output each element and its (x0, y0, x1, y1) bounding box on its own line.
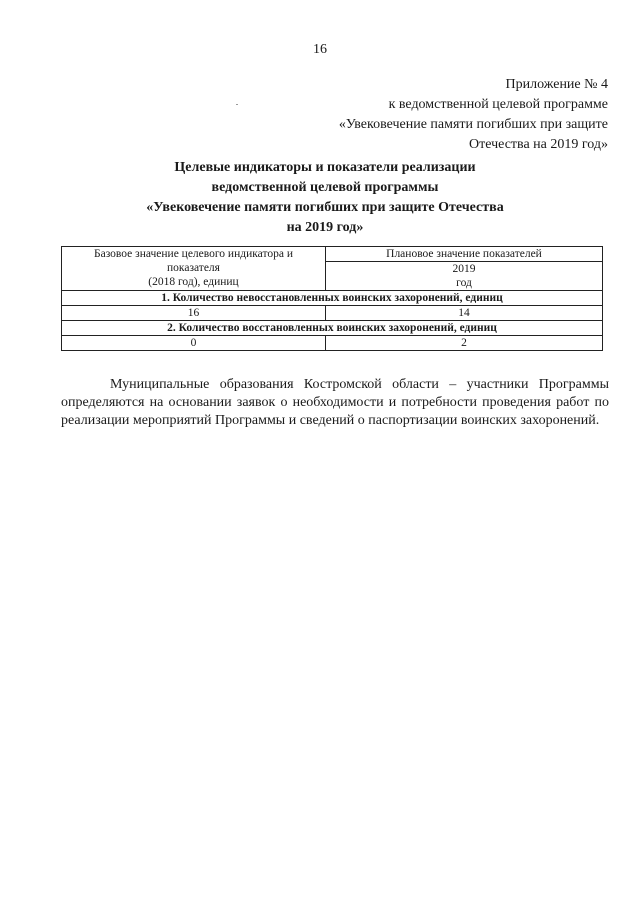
section-row-2 (62, 321, 603, 336)
header-year-line-1: 2019 (452, 263, 476, 275)
header-year (326, 262, 603, 291)
section-2-title: 2. Количество восстановленных воинских захоронений, единиц (62, 321, 603, 336)
scan-speck (236, 104, 238, 105)
section-1-base-value: 16 (62, 306, 326, 321)
indicators-table (61, 246, 603, 351)
header-base-value (62, 247, 326, 291)
section-2-plan-value: 2 (326, 336, 603, 351)
header-plan-value: Плановое значение показателей (326, 247, 603, 262)
body-paragraph: Муниципальные образования Костромской области – участники Программы определяются на основании заявок о необходимости и потребности проведения работ по реализации мероприятий Программы и сведений о паспортизации воинских захоронений. (61, 377, 609, 428)
header-year-line-2: год (456, 277, 472, 289)
appendix-line-3: «Увековечение памяти погибших при защите (338, 117, 608, 132)
header-base-line-1: Базовое значение целевого индикатора и (94, 248, 293, 260)
page-number: 16 (313, 42, 327, 57)
document-title (60, 158, 590, 238)
section-1-plan-value: 14 (326, 306, 603, 321)
appendix-line-1: Приложение № 4 (505, 77, 608, 92)
section-1-title: 1. Количество невосстановленных воинских захоронений, единиц (62, 291, 603, 306)
appendix-line-2: к ведомственной целевой программе (388, 97, 608, 112)
section-row-1 (62, 291, 603, 306)
title-line-1: Целевые индикаторы и показатели реализации (174, 160, 476, 175)
table-header-row (62, 247, 603, 262)
section-2-base-value: 0 (62, 336, 326, 351)
title-line-3: «Увековечение памяти погибших при защите Отечества (146, 200, 504, 215)
appendix-line-4: Отечества на 2019 год» (469, 137, 608, 152)
header-base-line-3: (2018 год), единиц (148, 276, 239, 288)
title-line-2: ведомственной целевой программы (211, 180, 439, 195)
appendix-header (339, 75, 608, 155)
table-row (62, 336, 603, 351)
table-row (62, 306, 603, 321)
title-line-4: на 2019 год» (286, 220, 364, 235)
header-base-line-2: показателя (167, 262, 220, 274)
